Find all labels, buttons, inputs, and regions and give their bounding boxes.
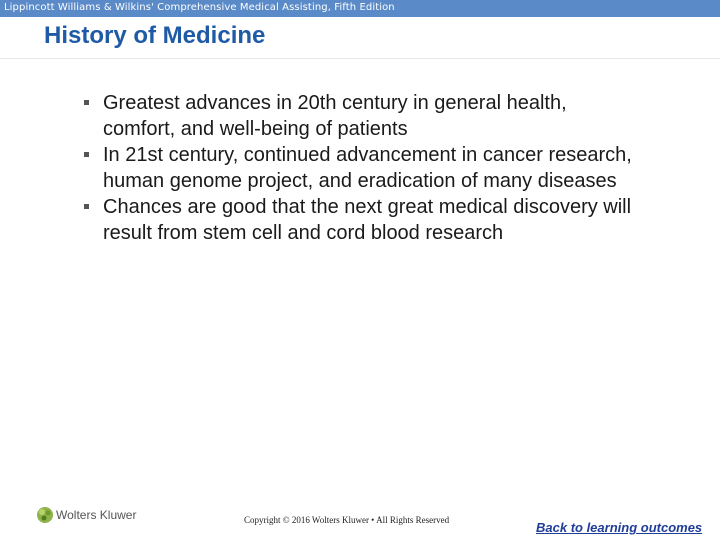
bullet-square-icon xyxy=(84,204,89,209)
bullet-text: In 21st century, continued advancement in cancer research, human genome project, and eradication of many diseases xyxy=(103,144,632,192)
top-banner xyxy=(0,0,720,17)
slide-title: History of Medicine xyxy=(44,22,266,49)
wolters-kluwer-logo-icon xyxy=(36,506,54,524)
bullet-list xyxy=(84,90,644,246)
copyright-text: Copyright © 2016 Wolters Kluwer • All Rights Reserved xyxy=(244,515,450,525)
logo-text: Wolters Kluwer xyxy=(56,508,137,522)
bullet-item xyxy=(84,194,644,246)
banner-text: Lippincott Williams & Wilkins' Comprehensive Medical Assisting, Fifth Edition xyxy=(4,2,395,13)
bullet-text: Greatest advances in 20th century in general health, comfort, and well-being of patients xyxy=(103,92,567,140)
title-divider xyxy=(0,58,720,59)
bullet-item xyxy=(84,90,644,142)
bullet-square-icon xyxy=(84,152,89,157)
back-to-learning-outcomes-link[interactable]: Back to learning outcomes xyxy=(536,520,703,535)
bullet-item xyxy=(84,142,644,194)
bullet-text: Chances are good that the next great medical discovery will result from stem cell and cord blood research xyxy=(103,196,632,244)
bullet-square-icon xyxy=(84,100,89,105)
